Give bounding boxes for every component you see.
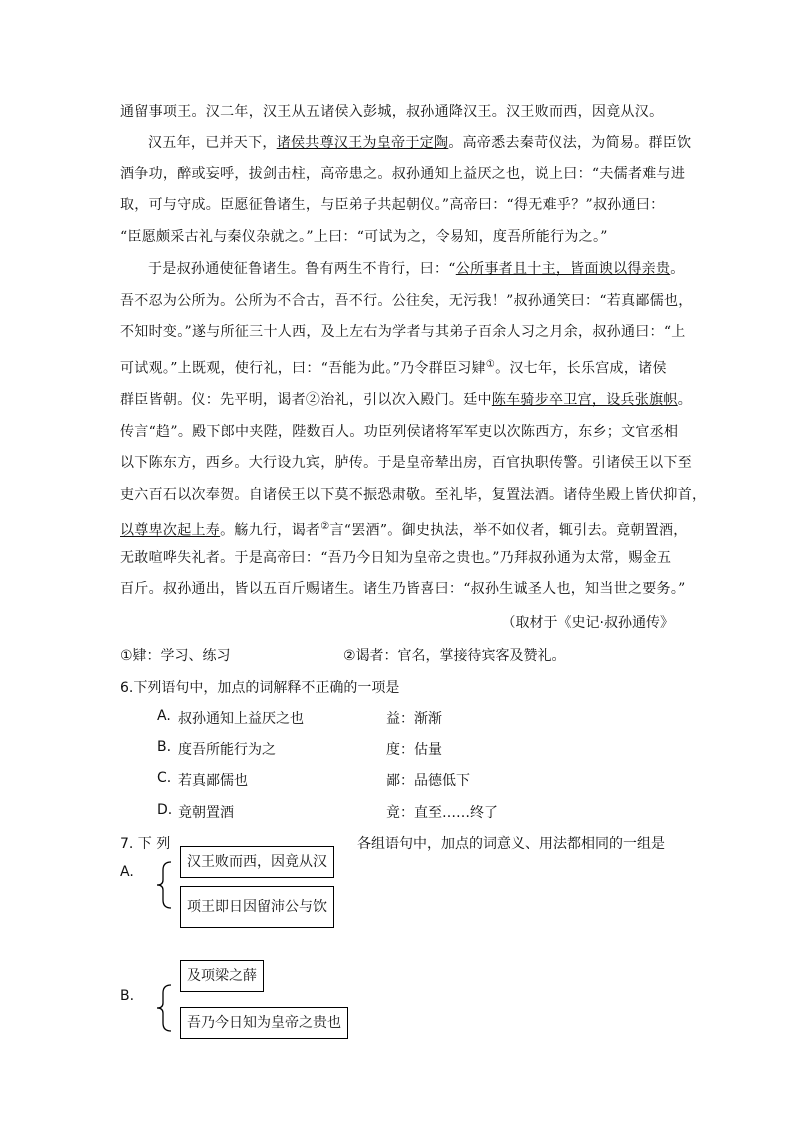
passage-line: 酒争功，醉或妄呼，拔剑击柱，高帝患之。叔孙通知上益厌之也，说上曰：“夫儒者难与进 (120, 166, 686, 182)
option-label: B. (157, 739, 172, 755)
passage-line: 通留事项王。汉二年，汉王从五诸侯入彭城，叔孙通降汉王。汉王败而西，因竟从汉。 (120, 104, 664, 120)
passage-line: 汉五年，已并天下，诸侯共尊汉王为皇帝于定陶。高帝悉去秦苛仪法，为简易。群臣饮 (148, 135, 692, 151)
left-brace-icon (153, 983, 175, 1033)
option-gloss: 竟：直至……终了 (386, 805, 498, 821)
passage-line: 传言“趋”。殿下郎中夹陛，陛数百人。功臣列侯诸将军军吏以次陈西方，东乡；文官丞相 (120, 424, 679, 440)
sentence-box: 及项梁之薛 (180, 960, 264, 992)
passage-line: 群臣皆朝。仪：先平明，谒者②治礼，引以次入殿门。廷中陈车骑步卒卫宫，设兵张旗帜。 (120, 392, 693, 408)
passage-line: 不知时变。”遂与所征三十人西，及上左右为学者与其弟子百余人习之月余，叔孙通曰：“上 (120, 324, 686, 340)
footnote-mark: ② (320, 521, 330, 532)
passage-line: 取，可与守成。臣愿征鲁诸生，与臣弟子共起朝仪。”高帝曰：“得无难乎？”叔孙通曰： (120, 197, 665, 213)
option-label: B. (120, 988, 135, 1004)
option-text: 若真鄙儒也 (178, 773, 248, 789)
passage-line: 于是叔孙通使征鲁诸生。鲁有两生不肯行，曰：“公所事者且十主，皆面谀以得亲贵。 (148, 261, 685, 277)
option-text: 度吾所能行为之 (178, 742, 276, 758)
underlined-phrase: 以尊卑次起上寿 (120, 522, 221, 539)
sentence-box: 汉王败而西，因竟从汉 (180, 846, 334, 878)
underlined-phrase: 陈车骑步卒卫宫，设兵张旗帜 (491, 392, 678, 408)
footnote-mark: ① (485, 359, 496, 370)
passage-line: 吾不忍为公所为。公所为不合古，吾不行。公往矣，无污我！”叔孙通笑曰：“若真鄙儒也， (120, 293, 693, 309)
passage-line: 百斤。叔孙通出，皆以五百斤赐诸生。诸生乃皆喜曰：“叔孙生诚圣人也，知当世之要务。” (120, 581, 686, 597)
passage-line: 无敢喧哗失礼者。于是高帝曰：“吾乃今日知为皇帝之贵也。”乃拜叔孙通为太常，赐金五 (120, 550, 672, 566)
question-6-stem: 6.下列语句中，加点的词解释不正确的一项是 (120, 680, 400, 696)
option-label: A. (120, 864, 134, 880)
left-brace-icon (153, 860, 175, 910)
underlined-phrase: 公所事者且十主，皆面谀以得亲贵 (455, 261, 671, 277)
footnote-2: ②谒者：官名，掌接待宾客及赞礼。 (343, 648, 566, 664)
passage-line: 以下陈东方，西乡。大行设九宾，胪传。于是皇帝辇出房，百官执职传警。引诸侯王以下至 (120, 455, 692, 471)
option-label: A. (157, 708, 171, 724)
option-gloss: 鄙：品德低下 (386, 773, 470, 789)
footnote-1: ①肄：学习、练习 (120, 648, 231, 664)
question-7-stem-end: 各组语句中，加点的词意义、用法都相同的一组是 (357, 836, 665, 852)
option-gloss: 益：渐渐 (386, 711, 442, 727)
option-text: 叔孙通知上益厌之也 (178, 711, 304, 727)
question-7-stem-start: 7. 下 列 (120, 836, 171, 852)
sentence-box: 吾乃今日知为皇帝之贵也 (180, 1007, 348, 1039)
passage-line: 以尊卑次起上寿。觞九行，谒者②言“罢酒”。御史执法，举不如仪者，辄引去。竟朝置酒， (120, 521, 688, 539)
option-gloss: 度：估量 (386, 742, 442, 758)
footnote-mark: ② (305, 392, 321, 408)
option-text: 竟朝置酒 (178, 805, 234, 821)
passage-line: 吏六百石以次奉贺。自诸侯王以下莫不振恐肃敬。至礼毕，复置法酒。诸侍坐殿上皆伏抑首， (120, 487, 707, 503)
sentence-box: 项王即日因留沛公与饮 (180, 886, 334, 928)
source-citation: （取材于《史记·叔孙通传》 (501, 615, 674, 631)
option-label: D. (157, 802, 173, 818)
passage-line: 可试观。”上既观，使行礼，曰：“吾能为此。”乃令群臣习肄①。汉七年，长乐宫成，诸侯 (120, 359, 667, 377)
passage-line: “臣愿颇采古礼与秦仪杂就之。”上曰：“可试为之，令易知，度吾所能行为之。” (120, 229, 608, 245)
option-label: C. (157, 770, 172, 786)
underlined-phrase: 诸侯共尊汉王为皇帝于定陶 (276, 135, 449, 151)
